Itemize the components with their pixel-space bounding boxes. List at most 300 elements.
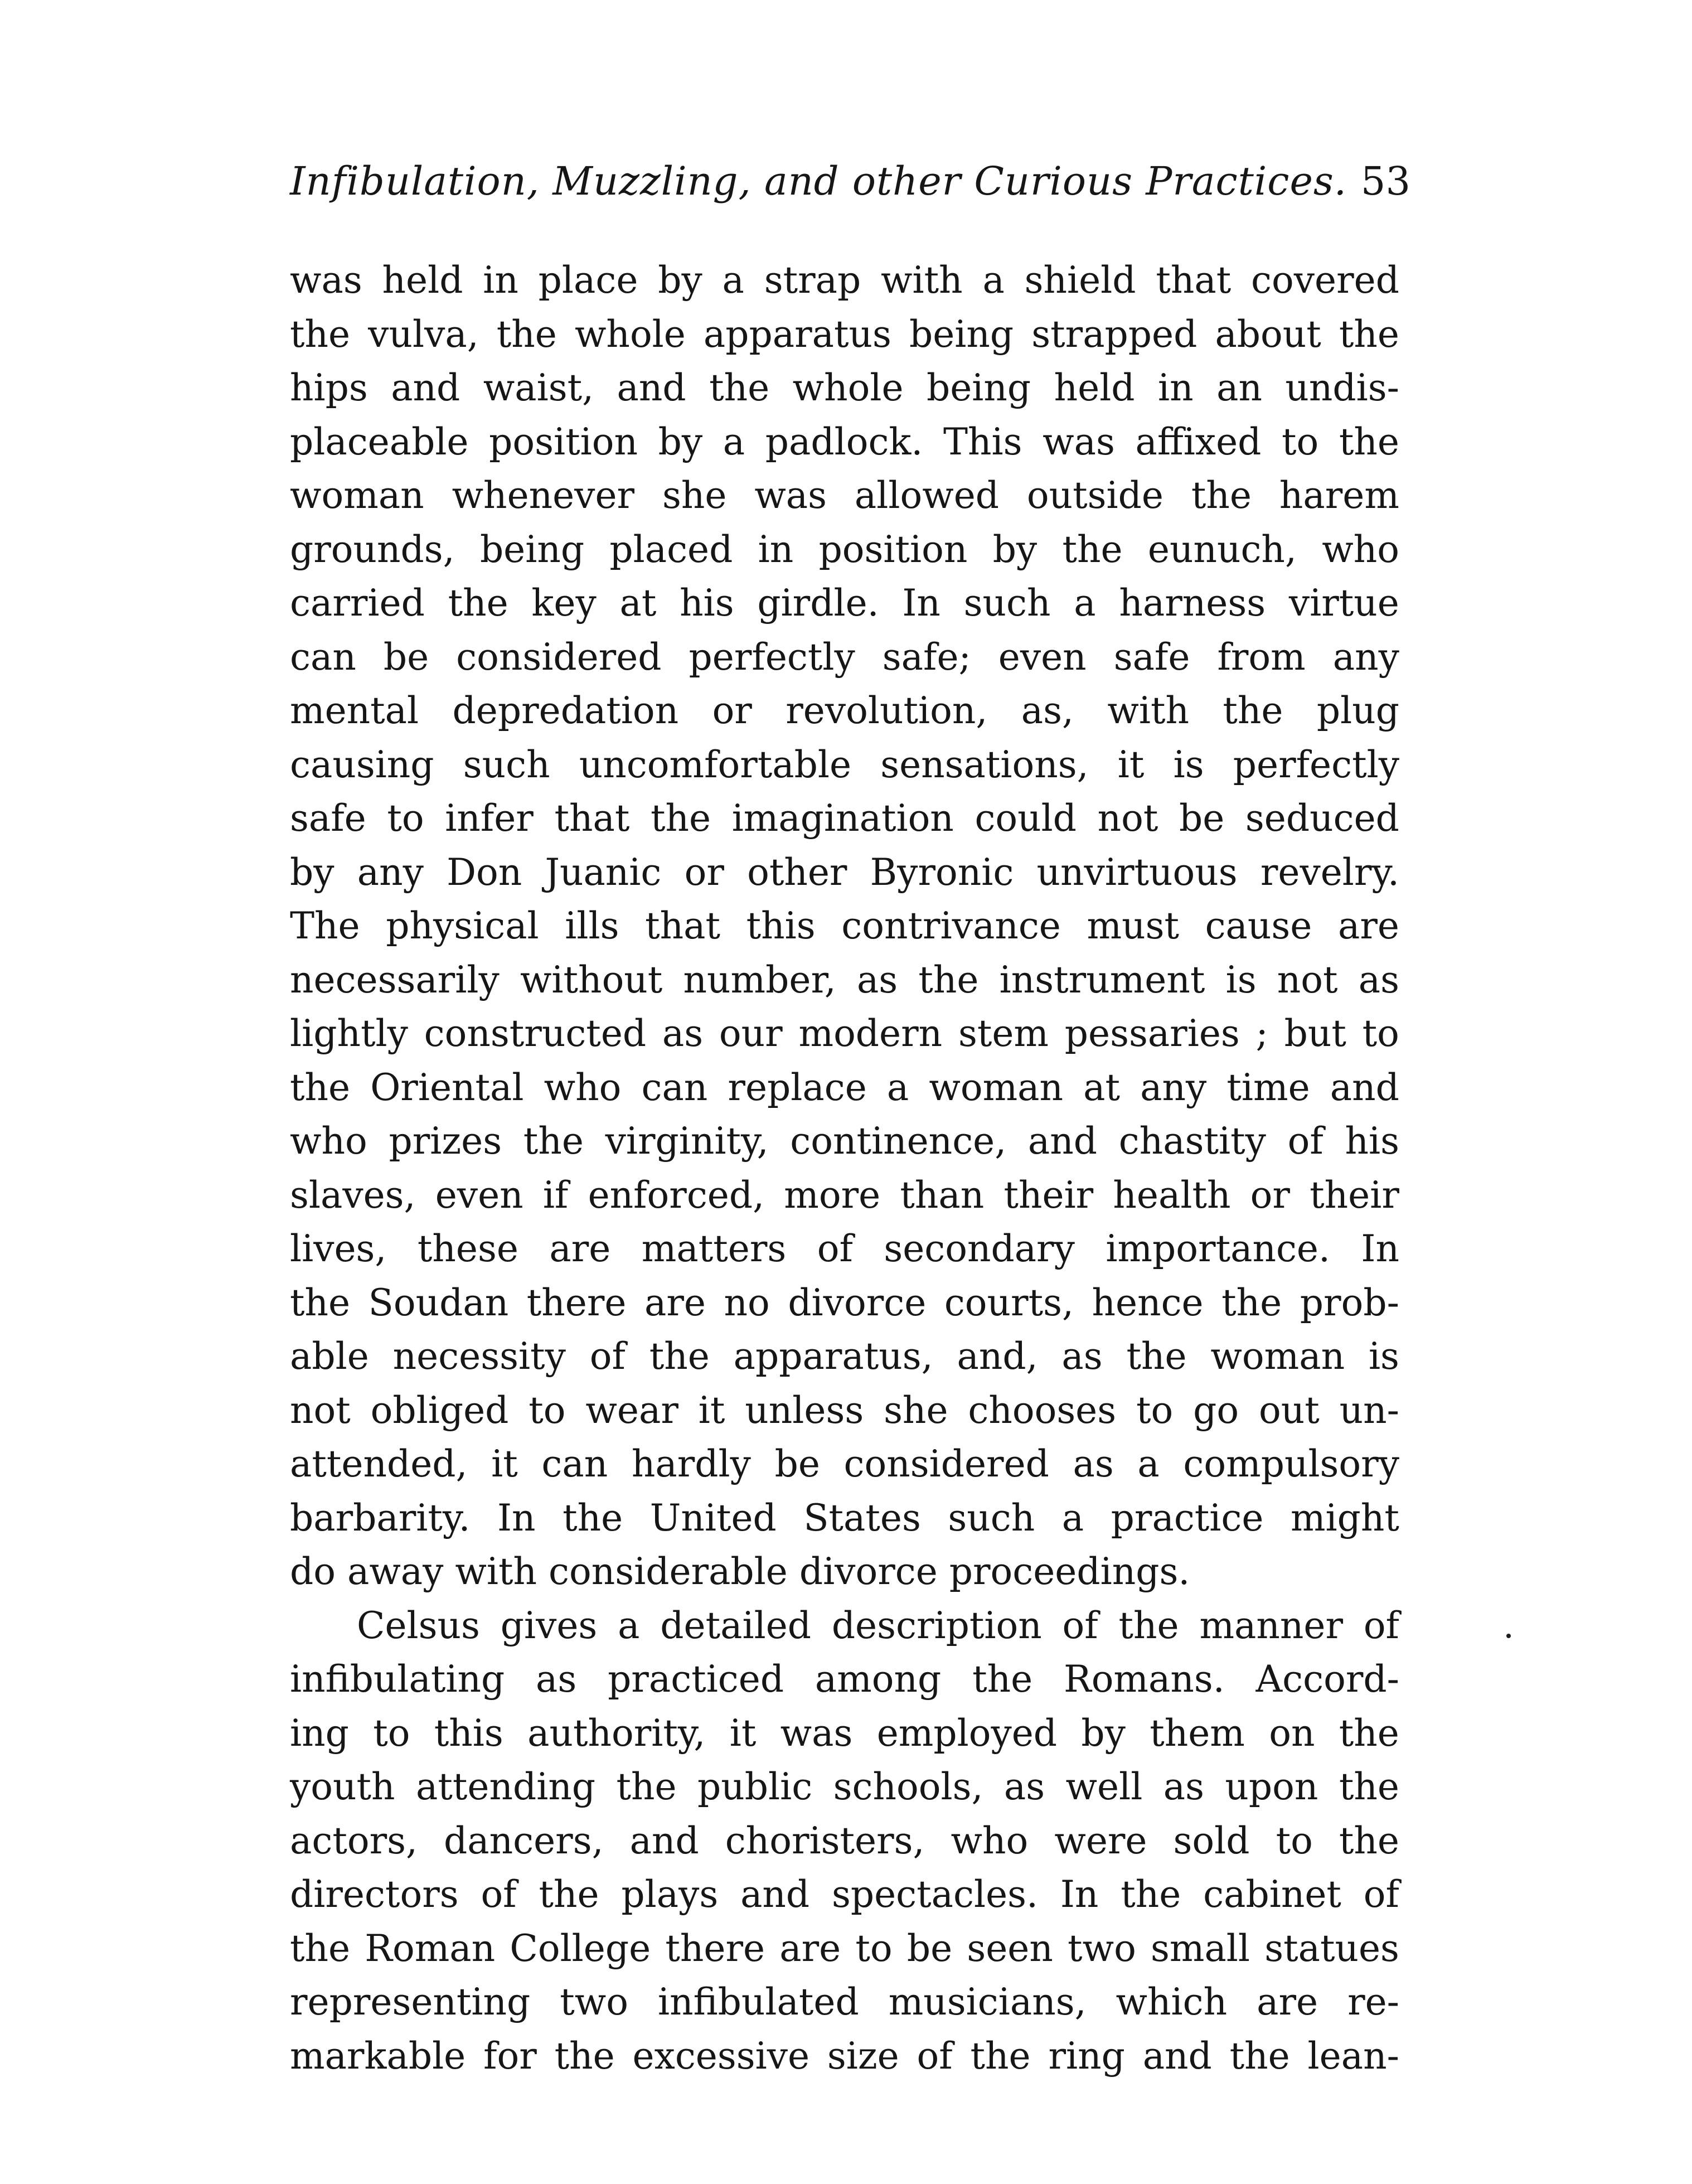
word: divorce (788, 1281, 927, 1324)
word: contrivance (841, 904, 1061, 947)
word: whole (792, 366, 904, 409)
word: covered (1251, 259, 1399, 302)
word: padlock. (765, 420, 923, 463)
word: health (1113, 1173, 1231, 1217)
word: apparatus, (733, 1335, 933, 1378)
word: without (520, 958, 663, 1001)
word: uncomfortable (579, 743, 852, 786)
word: as (1073, 1442, 1114, 1485)
word: College (510, 1926, 651, 1970)
word: perfectly (689, 635, 855, 679)
word: other (747, 850, 847, 894)
word: it (698, 1388, 725, 1432)
word: In (497, 1496, 536, 1539)
word: of (1287, 1120, 1323, 1163)
word: ing (290, 1711, 349, 1755)
text-line: do away with considerable divorce proceedings. (290, 1550, 1190, 1593)
word: employed (876, 1711, 1058, 1755)
word: attending (416, 1765, 596, 1808)
word: the (649, 1335, 710, 1378)
word: held (382, 259, 463, 302)
word: outside (1026, 474, 1163, 517)
word: the (650, 797, 711, 840)
text-line (290, 254, 1399, 308)
word: such (948, 1496, 1035, 1539)
word: as (1003, 1765, 1045, 1808)
word: the (1221, 1281, 1282, 1324)
word: harem (1279, 474, 1399, 517)
word: eunuch, (1147, 527, 1297, 571)
word: as (662, 1012, 704, 1055)
word: are (644, 1281, 706, 1324)
word: the (1121, 1873, 1181, 1916)
word: placeable (290, 420, 469, 463)
word: them (1150, 1711, 1245, 1755)
word: pessaries (1064, 1012, 1240, 1055)
word: the (290, 1281, 351, 1324)
word: directors (290, 1873, 459, 1916)
word: size (827, 2034, 899, 2078)
word: a (886, 1066, 909, 1109)
word: with (1107, 689, 1189, 732)
word: considered (456, 635, 662, 679)
word: such (963, 582, 1051, 624)
word: it (491, 1442, 518, 1485)
word: held (1054, 366, 1135, 409)
word: sold (1173, 1819, 1250, 1862)
word: chastity (1118, 1120, 1266, 1163)
word: importance. (1106, 1227, 1330, 1270)
word: or (712, 689, 752, 732)
word: for (483, 2034, 537, 2078)
word: seduced (1245, 797, 1399, 840)
word: revelry. (1260, 850, 1399, 894)
word: actors, (290, 1819, 418, 1862)
word: than (900, 1173, 985, 1217)
word: lean- (1307, 2034, 1399, 2078)
running-title: Infibulation, Muzzling, and other Curious Practices. (290, 158, 1347, 204)
word: the (970, 2034, 1031, 2078)
text-line (290, 792, 1399, 846)
word: this (434, 1711, 503, 1755)
word: the (918, 958, 979, 1001)
word: the (1339, 420, 1399, 463)
word: two (1068, 1926, 1136, 1970)
text-line (290, 738, 1399, 792)
word: allowed (854, 474, 1000, 517)
word: matters (641, 1227, 787, 1270)
word: the (972, 1658, 1033, 1701)
word: at (619, 582, 657, 624)
word: the (554, 2034, 615, 2078)
word: to (529, 1388, 566, 1432)
word: as (1163, 1765, 1204, 1808)
ink-speck (1506, 1634, 1511, 1638)
text-line (290, 1115, 1399, 1169)
text-line (290, 1814, 1399, 1868)
word: Don (447, 850, 522, 894)
word: even (998, 635, 1087, 679)
word: it (729, 1711, 757, 1755)
word: it (1117, 743, 1145, 786)
word: the (1339, 1711, 1399, 1755)
text-line (290, 1007, 1399, 1061)
word: such (463, 743, 550, 786)
word: Accord- (1255, 1658, 1399, 1701)
word: strap (764, 259, 861, 302)
word: In (1060, 1873, 1099, 1916)
word: mental (290, 689, 419, 732)
word: might (1290, 1496, 1399, 1539)
word: of (1363, 1604, 1399, 1647)
word: This (943, 420, 1022, 463)
word: Juanic (545, 850, 662, 894)
word: causing (290, 743, 434, 786)
word: is (1368, 1335, 1399, 1378)
word: is (1173, 743, 1204, 786)
word: practice (1111, 1496, 1264, 1539)
word: The (290, 904, 360, 947)
word: being (927, 366, 1031, 409)
word: whole (574, 312, 686, 356)
word: and (629, 1819, 699, 1862)
word: about (1215, 312, 1321, 356)
word: that (645, 904, 721, 947)
word: and (1330, 1066, 1399, 1109)
word: representing (290, 1980, 531, 2023)
word: constructed (424, 1012, 647, 1055)
word: in (483, 259, 518, 302)
word: can (290, 635, 356, 679)
word: shield (1024, 259, 1136, 302)
word: time (1226, 1066, 1310, 1109)
word: able (290, 1335, 369, 1378)
word: cabinet (1203, 1873, 1341, 1916)
word: Celsus (357, 1604, 480, 1647)
word: any (1332, 635, 1399, 679)
text-line (290, 1653, 1399, 1707)
word: in (758, 527, 794, 571)
word: to (1136, 1388, 1174, 1432)
word: barbarity. (290, 1496, 471, 1539)
word: to (1362, 1012, 1399, 1055)
word: gives (500, 1604, 598, 1647)
word: are (1337, 904, 1399, 947)
word: by (992, 527, 1037, 571)
word: infer (445, 797, 534, 840)
word: Roman (365, 1926, 496, 1970)
word: of (1062, 1604, 1098, 1647)
word: musicians, (888, 1980, 1087, 2023)
word: any (1140, 1066, 1207, 1109)
word: safe; (882, 635, 971, 679)
word: a (982, 259, 1005, 302)
text-line (290, 1707, 1399, 1761)
text-line (290, 631, 1399, 685)
word: cause (1205, 904, 1312, 947)
text-line (290, 361, 1399, 415)
word: are (779, 1926, 841, 1970)
word: was (290, 259, 362, 302)
word: by (290, 850, 334, 894)
word: to (1276, 1819, 1313, 1862)
word: vulva, (368, 312, 479, 356)
word: practiced (608, 1658, 784, 1701)
word: go (1193, 1388, 1239, 1432)
word: number, (683, 958, 836, 1001)
text-line (290, 577, 1399, 631)
word: sensations, (880, 743, 1089, 786)
word: depredation (452, 689, 679, 732)
word: placed (609, 527, 733, 571)
word: hardly (631, 1442, 751, 1485)
word: Byronic (870, 850, 1014, 894)
text-line (290, 469, 1399, 523)
text-line (290, 1222, 1399, 1276)
word: who (544, 1066, 622, 1109)
word: attended, (290, 1442, 468, 1485)
text-line (290, 523, 1399, 577)
word: key (531, 582, 597, 624)
word: un- (1339, 1388, 1399, 1432)
word: to (387, 797, 424, 840)
word: dancers, (444, 1819, 604, 1862)
word: his (1345, 1120, 1399, 1163)
word: was (780, 1711, 853, 1755)
word: necessarily (290, 958, 500, 1001)
word: to (1282, 420, 1319, 463)
word: of (917, 2034, 953, 2078)
word: and (1027, 1120, 1098, 1163)
word: that (554, 797, 630, 840)
text-line (290, 1061, 1399, 1115)
word: hence (1092, 1281, 1204, 1324)
word: the (1339, 1819, 1399, 1862)
word: girdle. (757, 582, 879, 624)
word: were (1054, 1819, 1147, 1862)
word: considered (843, 1442, 1049, 1485)
text-line (290, 1975, 1399, 2030)
word: a (723, 420, 745, 463)
running-head (290, 158, 1410, 204)
word: unvirtuous (1036, 850, 1238, 894)
word: and (740, 1873, 810, 1916)
word: woman (929, 1066, 1064, 1109)
word: be (383, 635, 429, 679)
word: Soudan (368, 1281, 509, 1324)
page-number: 53 (1360, 158, 1410, 204)
word: obliged (370, 1388, 509, 1432)
word: a (1061, 1496, 1084, 1539)
word: Romans. (1064, 1658, 1225, 1701)
word: plays (621, 1873, 719, 1916)
word: be (1179, 797, 1225, 840)
text-line (290, 1922, 1399, 1976)
word: seen (967, 1926, 1053, 1970)
word: out (1259, 1388, 1320, 1432)
word: spectacles. (832, 1873, 1038, 1916)
word: necessity (392, 1335, 566, 1378)
word: youth (290, 1765, 395, 1808)
word: their (1003, 1173, 1094, 1217)
word: even (435, 1173, 523, 1217)
word: compulsory (1183, 1442, 1399, 1485)
word: by (658, 420, 703, 463)
word: grounds, (290, 527, 455, 571)
word: physical (386, 904, 539, 947)
word: safe (1113, 635, 1190, 679)
word: affixed (1135, 420, 1262, 463)
text-line (290, 1437, 1399, 1491)
word: by (1081, 1711, 1126, 1755)
word: stem (958, 1012, 1049, 1055)
text-line (290, 684, 1399, 738)
word: the (709, 366, 770, 409)
word: plug (1316, 689, 1399, 732)
word: being (479, 527, 585, 571)
word: who (290, 1120, 367, 1163)
word: a (1137, 1442, 1160, 1485)
word: there (665, 1926, 765, 1970)
word: a (618, 1604, 640, 1647)
word: detailed (660, 1604, 811, 1647)
word: description (831, 1604, 1042, 1647)
word: replace (728, 1066, 867, 1109)
word: schools, (833, 1765, 983, 1808)
word: ; (1255, 1012, 1268, 1055)
word: these (417, 1227, 518, 1270)
word: apparatus (703, 312, 891, 356)
word: that (1156, 259, 1232, 302)
word: being (909, 312, 1014, 356)
word: slaves, (290, 1173, 416, 1217)
word: can (641, 1066, 708, 1109)
word: must (1087, 904, 1179, 947)
word: with (881, 259, 963, 302)
body-text (290, 254, 1399, 2083)
word: re- (1347, 1980, 1399, 2023)
text-line (290, 1868, 1399, 1922)
word: the (616, 1765, 677, 1808)
text-line (290, 1276, 1399, 1330)
word: be (906, 1926, 953, 1970)
word: can (541, 1442, 608, 1485)
word: could (975, 797, 1077, 840)
word: harness (1119, 582, 1266, 624)
word: is (1225, 958, 1257, 1001)
word: the (290, 312, 351, 356)
text-line (290, 308, 1399, 362)
word: as (1358, 958, 1399, 1001)
word: position (818, 527, 968, 571)
word: well (1065, 1765, 1143, 1808)
word: two (560, 1980, 629, 2023)
word: and (617, 366, 686, 409)
word: which (1116, 1980, 1228, 2023)
word: are (549, 1227, 611, 1270)
word: In (902, 582, 940, 624)
word: in (1158, 366, 1194, 409)
word: a (722, 259, 744, 302)
word: modern (798, 1012, 943, 1055)
word: the (448, 582, 508, 624)
word: place (538, 259, 638, 302)
word: there (526, 1281, 627, 1324)
word: any (357, 850, 424, 894)
word: safe (290, 797, 366, 840)
text-line (290, 846, 1399, 900)
word: authority, (527, 1711, 706, 1755)
word: to (855, 1926, 893, 1970)
word: an (1216, 366, 1262, 409)
word: virginity, (605, 1120, 769, 1163)
word: from (1217, 635, 1306, 679)
word: carried (290, 582, 425, 624)
word: among (815, 1658, 942, 1701)
word: prob- (1300, 1281, 1399, 1324)
text-line (290, 1169, 1399, 1223)
word: no (724, 1281, 770, 1324)
word: perfectly (1233, 743, 1399, 786)
word: lives, (290, 1227, 387, 1270)
word: our (719, 1012, 783, 1055)
word: States (803, 1496, 921, 1539)
text-line (290, 1384, 1399, 1438)
word: imagination (731, 797, 954, 840)
word: Oriental (370, 1066, 524, 1109)
word: at (1083, 1066, 1120, 1109)
word: was (1043, 420, 1115, 463)
word: more (784, 1173, 881, 1217)
word: courts, (944, 1281, 1074, 1324)
text-line (290, 415, 1399, 469)
word: who (1322, 527, 1399, 571)
word: the (290, 1066, 351, 1109)
word: or (1250, 1173, 1290, 1217)
word: ills (565, 904, 619, 947)
word: she (662, 474, 727, 517)
word: ring (1048, 2034, 1125, 2078)
word: not (1277, 958, 1338, 1001)
word: this (746, 904, 816, 947)
word: the (1339, 1765, 1399, 1808)
word: the (496, 312, 557, 356)
word: excessive (632, 2034, 810, 2078)
word: United (649, 1496, 777, 1539)
word: be (774, 1442, 820, 1485)
word: whenever (452, 474, 635, 517)
word: secondary (884, 1227, 1075, 1270)
word: choristers, (725, 1819, 925, 1862)
word: hips (290, 366, 368, 409)
word: woman (1210, 1335, 1345, 1378)
word: or (684, 850, 724, 894)
word: not (1097, 797, 1158, 840)
text-line (290, 899, 1399, 953)
text-line (290, 1330, 1399, 1384)
word: strapped (1031, 312, 1198, 356)
word: of (817, 1227, 853, 1270)
word: are (1257, 1980, 1318, 2023)
text-line (290, 1760, 1399, 1814)
word: virtue (1288, 582, 1399, 624)
word: infibulating (290, 1658, 505, 1701)
word: revolution, (786, 689, 988, 732)
word: the (1229, 2034, 1290, 2078)
word: the (523, 1120, 584, 1163)
word: but (1284, 1012, 1346, 1055)
word: the (1062, 527, 1123, 571)
